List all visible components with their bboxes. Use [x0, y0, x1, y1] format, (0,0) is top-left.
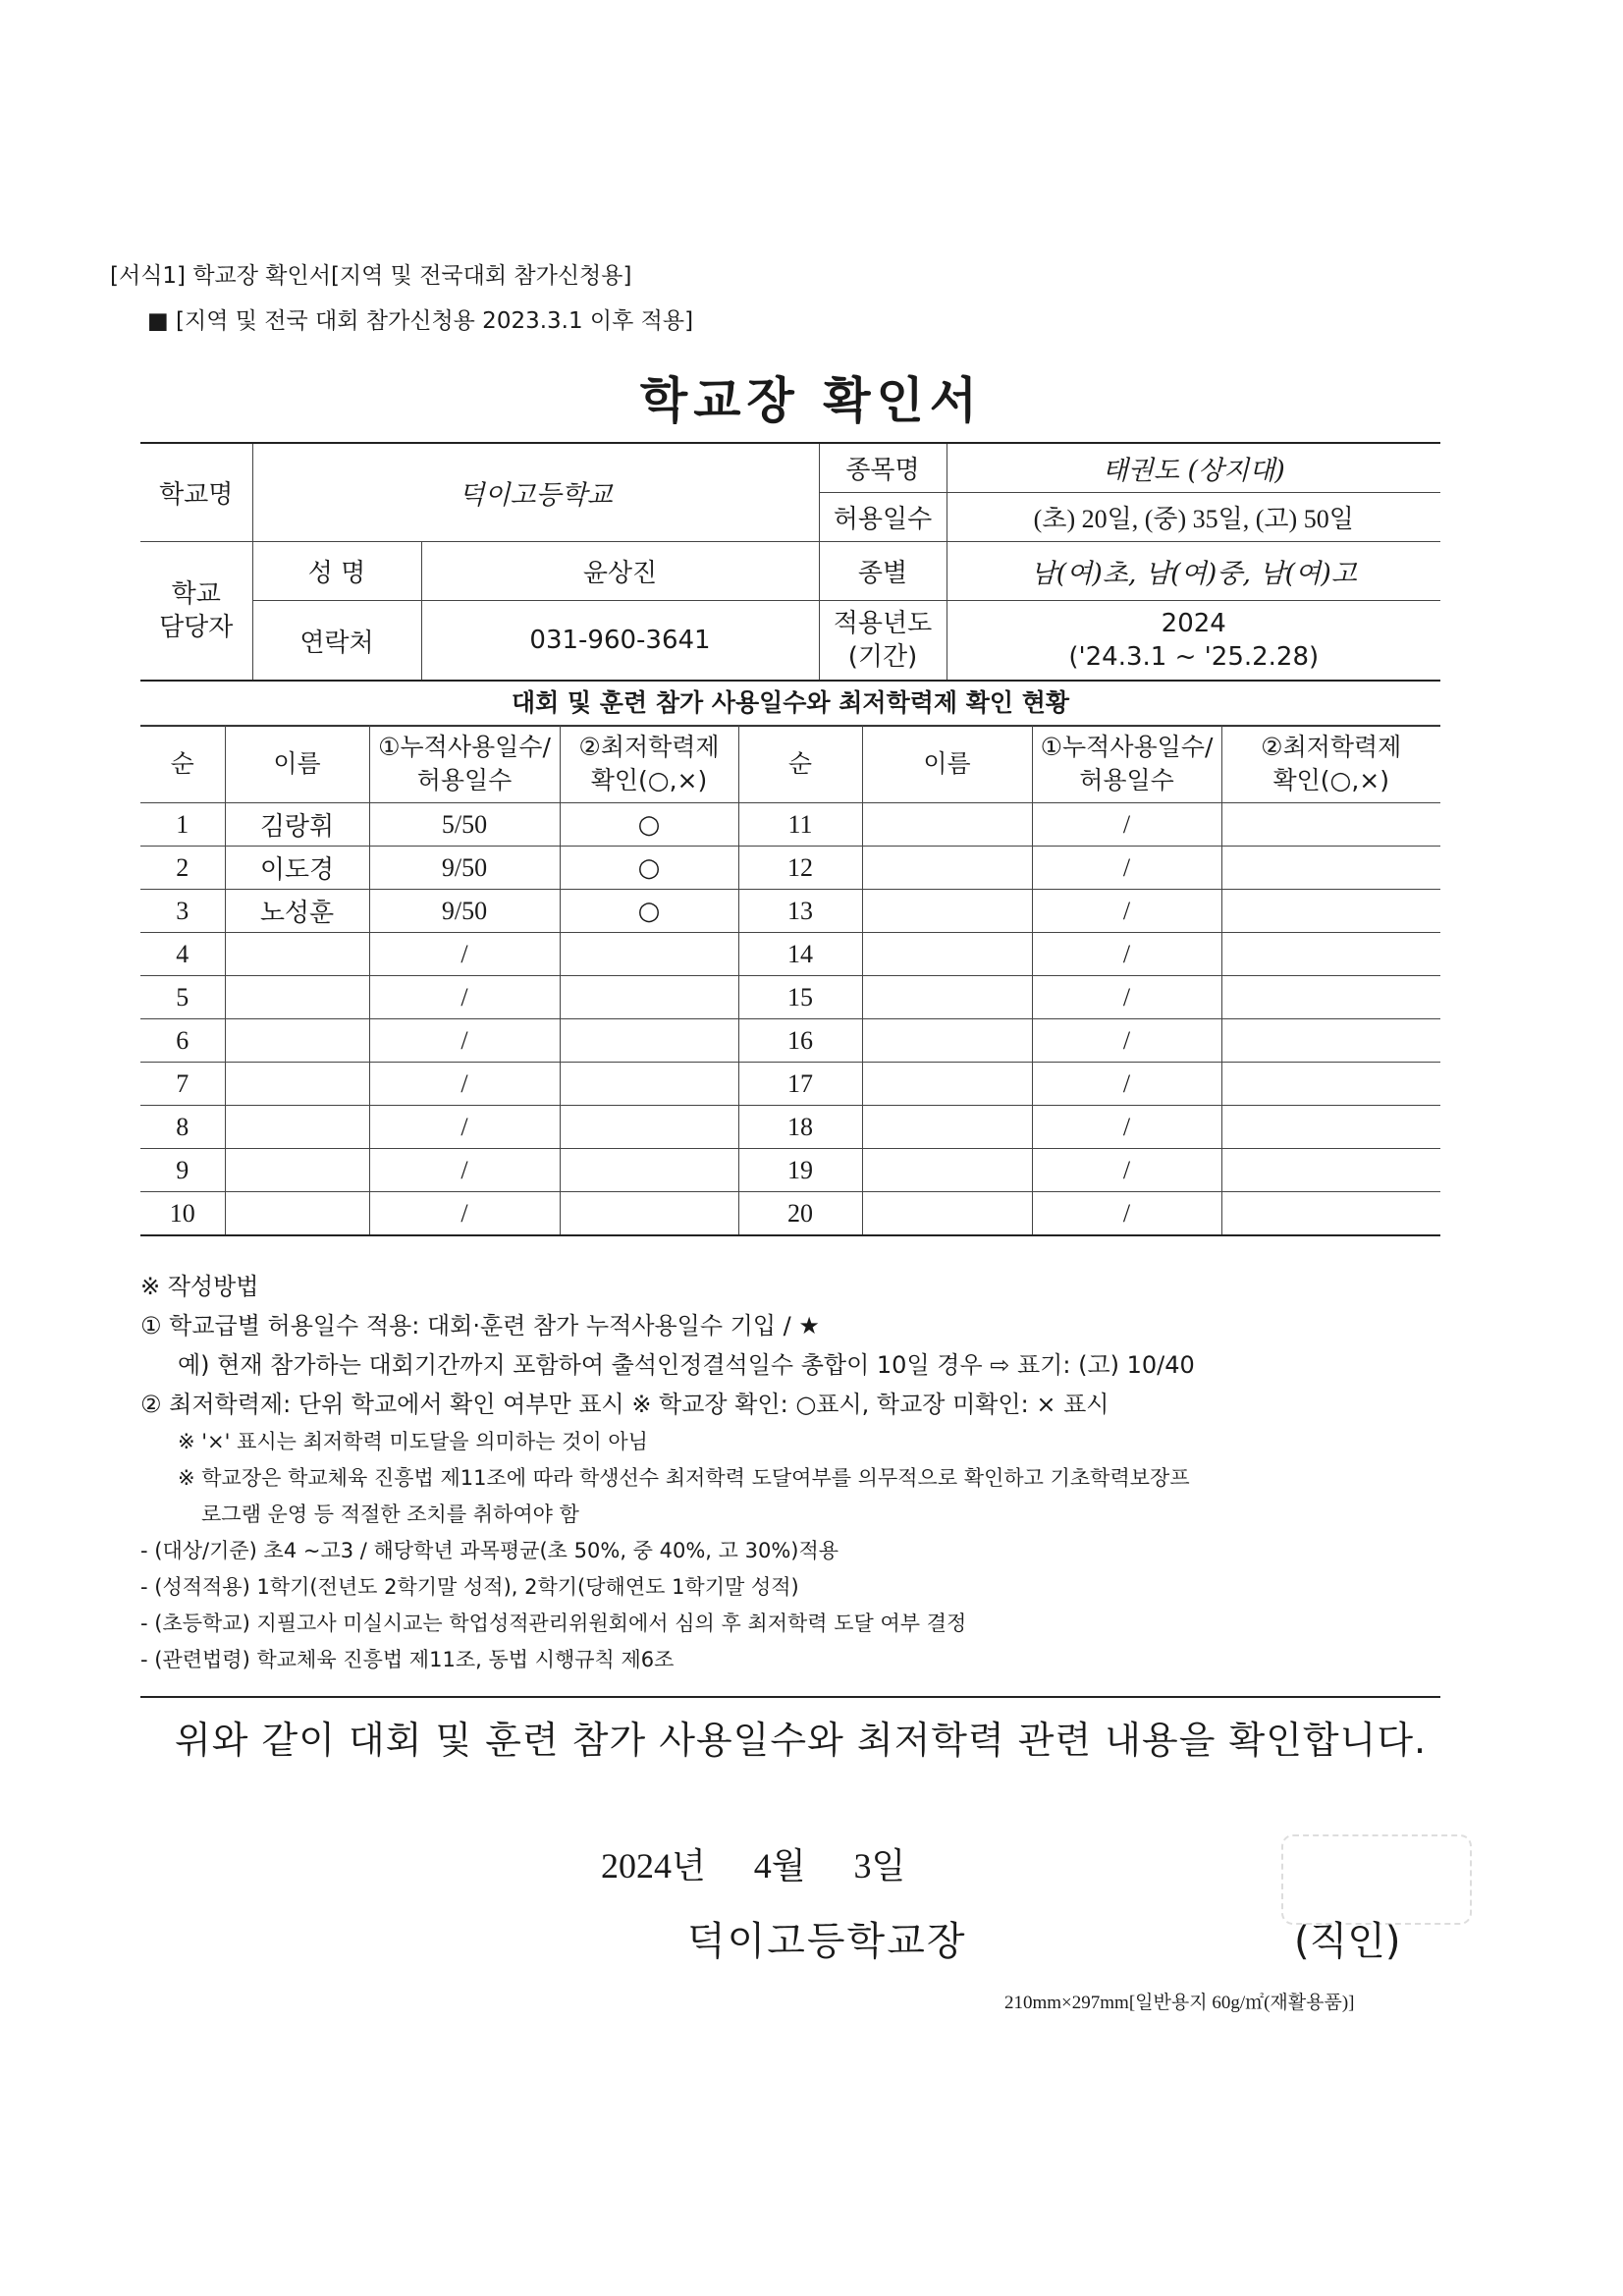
- row-days-2: /: [1032, 1192, 1221, 1236]
- row-days-2: /: [1032, 976, 1221, 1019]
- row-check: ○: [560, 847, 738, 890]
- row-check: ○: [560, 890, 738, 933]
- row-check-2: [1221, 1106, 1440, 1149]
- roster-body: [140, 726, 1440, 1236]
- row-check-2: [1221, 933, 1440, 976]
- category-value: 남(여)초, 남(여)중, 남(여)고: [947, 541, 1440, 600]
- notes-heading: ※ 작성방법: [140, 1273, 259, 1300]
- table-row: [140, 1019, 1440, 1063]
- row-days: /: [369, 976, 560, 1019]
- row-name-2: [862, 803, 1032, 847]
- row-days: /: [369, 933, 560, 976]
- row-check: [560, 1019, 738, 1063]
- principal-title: 덕이고등학교장: [687, 1919, 967, 1964]
- row-name-2: [862, 1149, 1032, 1192]
- row-days: 9/50: [369, 847, 560, 890]
- form-label: [서식1] 학교장 확인서[지역 및 전국대회 참가신청용]: [110, 263, 632, 289]
- row-days: /: [369, 1192, 560, 1236]
- row-check: [560, 933, 738, 976]
- col-no-2: 순: [738, 726, 862, 803]
- row-name-2: [862, 1063, 1032, 1106]
- row-name: 노성훈: [225, 890, 369, 933]
- row-check-2: [1221, 1149, 1440, 1192]
- row-days: /: [369, 1063, 560, 1106]
- section-title: 대회 및 훈련 참가 사용일수와 최저학력제 확인 현황: [140, 680, 1440, 727]
- row-no: 3: [140, 890, 225, 933]
- row-name: [225, 1192, 369, 1236]
- col-name-2: 이름: [862, 726, 1032, 803]
- row-no: 7: [140, 1063, 225, 1106]
- row-days: /: [369, 1106, 560, 1149]
- row-no-2: 11: [738, 803, 862, 847]
- note-dash-3: - (초등학교) 지필고사 미실시교는 학업성적관리위원회에서 심의 후 최저학력 도달 여부 결정: [140, 1612, 967, 1635]
- row-no-2: 16: [738, 1019, 862, 1063]
- note-dash-2: - (성적적용) 1학기(전년도 2학기말 성적), 2학기(당해연도 1학기말 성적): [140, 1575, 799, 1599]
- col-name: 이름: [225, 726, 369, 803]
- table-row: [140, 976, 1440, 1019]
- year-label: 적용년도 (기간): [819, 600, 947, 681]
- row-days-2: /: [1032, 1106, 1221, 1149]
- row-no-2: 18: [738, 1106, 862, 1149]
- note-item-2: ② 최저학력제: 단위 학교에서 확인 여부만 표시 ※ 학교장 확인: ○표시, 학교장 미확인: × 표시: [140, 1391, 1109, 1418]
- contact-value: 031-960-3641: [421, 600, 819, 681]
- note-dash-4: - (관련법령) 학교체육 진흥법 제11조, 동법 시행규칙 제6조: [140, 1648, 675, 1671]
- table-row: [140, 1192, 1440, 1236]
- row-name: 이도경: [225, 847, 369, 890]
- school-value: 덕이고등학교: [252, 443, 819, 541]
- col-days-2: ①누적사용일수/ 허용일수: [1032, 726, 1221, 803]
- school-label: 학교명: [140, 443, 252, 541]
- row-name: 김랑휘: [225, 803, 369, 847]
- table-row: [140, 933, 1440, 976]
- seal-label: (직인): [1294, 1919, 1401, 1964]
- row-check-2: [1221, 803, 1440, 847]
- row-no: 8: [140, 1106, 225, 1149]
- row-days: 5/50: [369, 803, 560, 847]
- manager-label: 학교 담당자: [140, 541, 252, 681]
- row-days-2: /: [1032, 890, 1221, 933]
- row-days: 9/50: [369, 890, 560, 933]
- row-name: [225, 1063, 369, 1106]
- info-table: [140, 442, 1440, 682]
- table-row: [140, 1149, 1440, 1192]
- row-no: 9: [140, 1149, 225, 1192]
- row-no-2: 17: [738, 1063, 862, 1106]
- contact-label: 연락처: [252, 600, 421, 681]
- note-sub-2b: 로그램 운영 등 적절한 조치를 취하여야 함: [201, 1503, 579, 1526]
- table-row: [140, 890, 1440, 933]
- days-value: (초) 20일, (중) 35일, (고) 50일: [947, 492, 1440, 541]
- table-row: [140, 1106, 1440, 1149]
- row-days-2: /: [1032, 1063, 1221, 1106]
- row-check: [560, 1106, 738, 1149]
- row-no: 1: [140, 803, 225, 847]
- row-name-2: [862, 976, 1032, 1019]
- row-no-2: 20: [738, 1192, 862, 1236]
- year-cell: [947, 600, 1440, 681]
- category-label: 종별: [819, 541, 947, 600]
- row-name-2: [862, 1019, 1032, 1063]
- row-check-2: [1221, 1019, 1440, 1063]
- table-row: [140, 847, 1440, 890]
- row-check: [560, 1063, 738, 1106]
- row-check: ○: [560, 803, 738, 847]
- event-value: 태권도 (상지대): [947, 443, 1440, 492]
- row-name: [225, 1019, 369, 1063]
- name-label: 성 명: [252, 541, 421, 600]
- row-name: [225, 933, 369, 976]
- note-item-1: ① 학교급별 허용일수 적용: 대회·훈련 참가 누적사용일수 기입 / ★: [140, 1312, 820, 1339]
- row-check-2: [1221, 1192, 1440, 1236]
- row-no-2: 19: [738, 1149, 862, 1192]
- row-name: [225, 1106, 369, 1149]
- row-name-2: [862, 847, 1032, 890]
- row-days-2: /: [1032, 847, 1221, 890]
- row-no-2: 15: [738, 976, 862, 1019]
- row-check-2: [1221, 847, 1440, 890]
- col-days: ①누적사용일수/ 허용일수: [369, 726, 560, 803]
- note-item-1-example: 예) 현재 참가하는 대회기간까지 포함하여 출석인정결석일수 총합이 10일 경우 ⇨ 표기: (고) 10/40: [178, 1351, 1195, 1379]
- row-name-2: [862, 1192, 1032, 1236]
- roster-table: [140, 725, 1440, 1236]
- roster-header-row: [140, 726, 1440, 803]
- days-label: 허용일수: [819, 492, 947, 541]
- row-name: [225, 976, 369, 1019]
- row-check: [560, 1149, 738, 1192]
- instructions: [140, 1267, 1456, 1678]
- period-value: ('24.3.1 ~ '25.2.28): [1068, 642, 1320, 672]
- table-row: [140, 803, 1440, 847]
- row-days-2: /: [1032, 803, 1221, 847]
- row-no: 2: [140, 847, 225, 890]
- name-value: 윤상진: [421, 541, 819, 600]
- note-sub-2a: ※ 학교장은 학교체육 진흥법 제11조에 따라 학생선수 최저학력 도달여부를 의무적으로 확인하고 기초학력보장프: [178, 1466, 1190, 1490]
- row-no: 10: [140, 1192, 225, 1236]
- row-name-2: [862, 933, 1032, 976]
- row-days: /: [369, 1019, 560, 1063]
- form-subtitle: ■ [지역 및 전국 대회 참가신청용 2023.3.1 이후 적용]: [147, 308, 694, 334]
- row-name-2: [862, 1106, 1032, 1149]
- row-check-2: [1221, 1063, 1440, 1106]
- note-dash-1: - (대상/기준) 초4 ~고3 / 해당학년 과목평균(초 50%, 중 40%, 고 30%)적용: [140, 1539, 839, 1562]
- page-title: 학교장 확인서: [639, 372, 984, 429]
- row-days-2: /: [1032, 933, 1221, 976]
- row-no: 6: [140, 1019, 225, 1063]
- divider: [140, 1696, 1440, 1698]
- row-days-2: /: [1032, 1149, 1221, 1192]
- row-no-2: 14: [738, 933, 862, 976]
- col-check: ②최저학력제 확인(○,×): [560, 726, 738, 803]
- col-no: 순: [140, 726, 225, 803]
- row-no-2: 12: [738, 847, 862, 890]
- row-name-2: [862, 890, 1032, 933]
- row-check-2: [1221, 976, 1440, 1019]
- row-no: 5: [140, 976, 225, 1019]
- year-value: 2024: [1161, 609, 1226, 638]
- row-no-2: 13: [738, 890, 862, 933]
- row-check: [560, 1192, 738, 1236]
- row-days-2: /: [1032, 1019, 1221, 1063]
- row-check-2: [1221, 890, 1440, 933]
- row-no: 4: [140, 933, 225, 976]
- confirmation-text: 위와 같이 대회 및 훈련 참가 사용일수와 최저학력 관련 내용을 확인합니다.: [175, 1719, 1428, 1762]
- table-row: [140, 1063, 1440, 1106]
- row-days: /: [369, 1149, 560, 1192]
- row-name: [225, 1149, 369, 1192]
- row-check: [560, 976, 738, 1019]
- paper-spec: 210mm×297mm[일반용지 60g/㎡(재활용품)]: [1004, 1993, 1355, 2013]
- col-check-2: ②최저학력제 확인(○,×): [1221, 726, 1440, 803]
- event-label: 종목명: [819, 443, 947, 492]
- note-sub-1: ※ '×' 표시는 최저학력 미도달을 의미하는 것이 아님: [178, 1430, 648, 1453]
- issue-date: 2024년 4월 3일: [601, 1846, 906, 1886]
